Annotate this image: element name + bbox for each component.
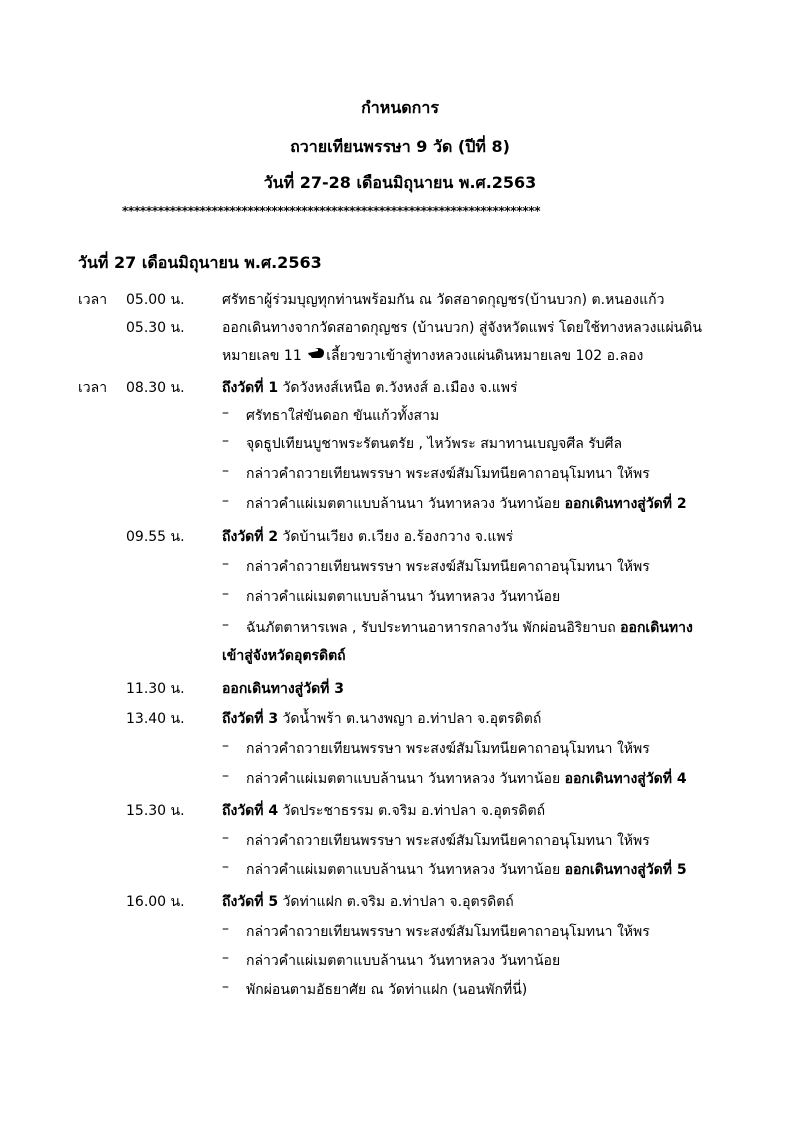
bullet-text	[246, 493, 687, 515]
time: 05.00 น.	[126, 292, 185, 308]
separator: **********************************************************************	[122, 204, 541, 218]
time: 09.55 น.	[126, 529, 185, 545]
bullet-item	[0, 433, 800, 457]
schedule-text: ออกเดินทางจากวัดสอาดกุญชร (บ้านบวก) สู่จังหวัดแพร่ โดยใช้ทางหลวงแผ่นดิน	[222, 320, 702, 336]
dash: –	[222, 586, 229, 602]
schedule-text	[222, 708, 541, 730]
dash: –	[222, 556, 229, 572]
bullet-item	[0, 463, 800, 487]
temple-number: ถึงวัดที่ 5	[222, 894, 279, 910]
dash: –	[222, 738, 229, 754]
schedule-row	[0, 289, 800, 313]
page-date: วันที่ 27-28 เดือนมิถุนายน พ.ศ.2563	[263, 173, 537, 192]
bullet-text: กล่าวคำแผ่เมตตาแบบล้านนา วันทาหลวง วันทาน้อย	[246, 589, 561, 605]
schedule-row	[0, 891, 800, 915]
dash: –	[222, 405, 229, 421]
bullet-item	[0, 586, 800, 610]
bullet-item	[0, 768, 800, 792]
bullet-text: กล่าวคำถวายเทียนพรรษา พระสงฆ์สัมโมทนียคาถาอนุโมทนา ให้พร	[246, 466, 650, 482]
bullet-item	[0, 556, 800, 580]
bullet-plain: กล่าวคำแผ่เมตตาแบบล้านนา วันทาหลวง วันทาน้อย	[246, 862, 565, 878]
bullet-item	[0, 859, 800, 883]
bullet-text: จุดธูปเทียนบูชาพระรัตนตรัย , ไหว้พระ สมาทานเบญจศีล รับศีล	[246, 436, 623, 452]
dash: –	[222, 617, 229, 633]
bullet-plain: กล่าวคำแผ่เมตตาแบบล้านนา วันทาหลวง วันทาน้อย	[246, 771, 565, 787]
schedule-text	[222, 377, 518, 399]
dash: –	[222, 979, 229, 995]
temple-location: วัดท่าแฝก ต.จริม อ.ท่าปลา จ.อุตรดิตถ์	[278, 894, 514, 910]
next-stop: ออกเดินทางสู่วัดที่ 5	[564, 862, 687, 878]
time: 11.30 น.	[126, 681, 185, 697]
bullet-plain: ฉันภัตตาหารเพล , รับประทานอาหารกลางวัน พักผ่อนอิริยาบถ	[246, 620, 621, 636]
bullet-text: กล่าวคำถวายเทียนพรรษา พระสงฆ์สัมโมทนียคาถาอนุโมทนา ให้พร	[246, 741, 650, 757]
temple-number: ถึงวัดที่ 2	[222, 529, 279, 545]
bullet-text: กล่าวคำถวายเทียนพรรษา พระสงฆ์สัมโมทนียคาถาอนุโมทนา ให้พร	[246, 559, 650, 575]
schedule-text-cont	[222, 345, 643, 367]
dash: –	[222, 950, 229, 966]
temple-number: ถึงวัดที่ 1	[222, 380, 279, 396]
route-direction: เลี้ยวขวาเข้าสู่ทางหลวงแผ่นดินหมายเลข 102 อ.ลอง	[326, 348, 644, 364]
temple-number: ถึงวัดที่ 4	[222, 803, 279, 819]
dash: –	[222, 463, 229, 479]
bullet-text: ศรัทธาใส่ขันดอก ขันแก้วทั้งสาม	[246, 408, 440, 424]
schedule-text	[222, 800, 545, 822]
bullet-item	[0, 950, 800, 974]
bullet-text	[246, 859, 687, 881]
schedule-row-cont	[0, 345, 800, 369]
bullet-text-cont: เข้าสู่จังหวัดอุตรดิตถ์	[222, 648, 346, 664]
dash: –	[222, 768, 229, 784]
schedule-row	[0, 317, 800, 341]
bullet-item	[0, 738, 800, 762]
bullet-text	[246, 617, 693, 639]
temple-location: วัดประชาธรรม ต.จริม อ.ท่าปลา จ.อุตรดิตถ์	[278, 803, 546, 819]
time-label: เวลา	[78, 292, 108, 308]
dash: –	[222, 433, 229, 449]
dash: –	[222, 921, 229, 937]
time: 15.30 น.	[126, 803, 185, 819]
dash: –	[222, 493, 229, 509]
temple-number: ถึงวัดที่ 3	[222, 711, 279, 727]
time: 05.30 น.	[126, 320, 185, 336]
schedule-row	[0, 526, 800, 550]
bullet-text: กล่าวคำถวายเทียนพรรษา พระสงฆ์สัมโมทนียคาถาอนุโมทนา ให้พร	[246, 924, 650, 940]
time: 13.40 น.	[126, 711, 185, 727]
bullet-text: กล่าวคำแผ่เมตตาแบบล้านนา วันทาหลวง วันทาน้อย	[246, 953, 561, 969]
page-title: กำหนดการ	[361, 98, 439, 117]
bullet-item	[0, 493, 800, 517]
bullet-text: กล่าวคำถวายเทียนพรรษา พระสงฆ์สัมโมทนียคาถาอนุโมทนา ให้พร	[246, 833, 650, 849]
bullet-item	[0, 830, 800, 854]
next-stop: ออกเดินทางสู่วัดที่ 2	[564, 496, 687, 512]
day-heading: วันที่ 27 เดือนมิถุนายน พ.ศ.2563	[78, 253, 322, 272]
temple-location: วัดบ้านเวียง ต.เวียง อ.ร้องกวาง จ.แพร่	[278, 529, 514, 545]
temple-location: วัดน้ำพร้า ต.นางพญา อ.ท่าปลา จ.อุตรดิตถ์	[278, 711, 542, 727]
schedule-row	[0, 708, 800, 732]
bullet-item	[0, 979, 800, 1003]
bullet-item-cont	[0, 645, 800, 669]
time-label: เวลา	[78, 380, 108, 396]
route-number: หมายเลข 11	[222, 348, 302, 364]
schedule-text: ออกเดินทางสู่วัดที่ 3	[222, 681, 345, 697]
bullet-text	[246, 768, 687, 790]
time: 16.00 น.	[126, 894, 185, 910]
schedule-row	[0, 377, 800, 401]
bullet-item	[0, 921, 800, 945]
schedule-text: ศรัทธาผู้ร่วมบุญทุกท่านพร้อมกัน ณ วัดสอาดกุญชร(บ้านบวก) ต.หนองแก้ว	[222, 292, 665, 308]
pointing-hand-icon	[306, 348, 326, 364]
schedule-text	[222, 891, 514, 913]
temple-location: วัดวังหงส์เหนือ ต.วังหงส์ อ.เมือง จ.แพร่	[278, 380, 518, 396]
next-stop: ออกเดินทางสู่วัดที่ 4	[564, 771, 687, 787]
dash: –	[222, 859, 229, 875]
page-subtitle: ถวายเทียนพรรษา 9 วัด (ปีที่ 8)	[290, 137, 510, 156]
schedule-text	[222, 526, 513, 548]
schedule-row	[0, 800, 800, 824]
bullet-text: พักผ่อนตามอัธยาศัย ณ วัดท่าแฝก (นอนพักที่นี่)	[246, 982, 528, 998]
bullet-plain: กล่าวคำแผ่เมตตาแบบล้านนา วันทาหลวง วันทาน้อย	[246, 496, 565, 512]
time: 08.30 น.	[126, 380, 185, 396]
next-stop: ออกเดินทาง	[620, 620, 693, 636]
schedule-row	[0, 678, 800, 702]
bullet-item	[0, 617, 800, 641]
bullet-item	[0, 405, 800, 429]
dash: –	[222, 830, 229, 846]
